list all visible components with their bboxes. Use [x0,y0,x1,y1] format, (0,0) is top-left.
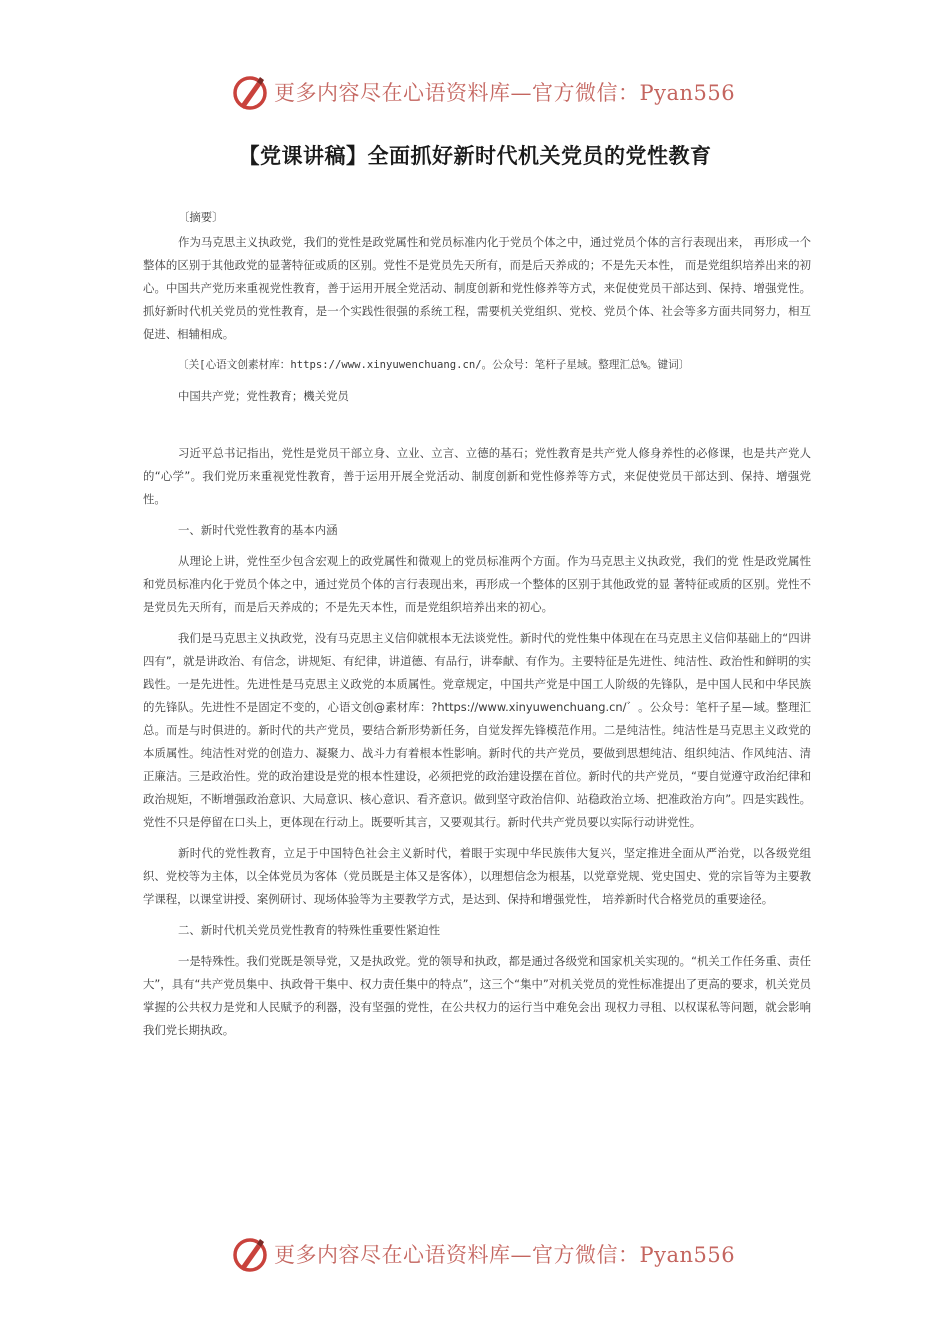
footer-banner [230,1232,735,1276]
footer-banner-text: 更多内容尽在心语资料库—官方微信：Pyan556 [274,1243,736,1267]
keywords-note: 〔关[心语文创素材库：https://www.xinyuwenchuang.cn/。公众号：笔杆子星域。整理汇总%。键词〕 [178,359,690,371]
section2-heading: 二、新时代机关党员党性教育的特殊性重要性紧迫性 [178,923,440,937]
header-banner [230,70,735,114]
section1-paragraph-3: 新时代的党性教育，立足于中国特色社会主义新时代，着眼于实现中华民族伟大复兴，坚定推进全面从严治党，以各级党组织、党校等为主体，以全体党员为客体（党员既是主体又是客体），以理想信念为根基，以党章党规、党史国史、党的宗旨等为主要教学课程，以课堂讲授、案例研讨、现场体验等为主要教学方式，是达到、保持和增强党性， 培养新时代合格党员的重要途径。 [143,846,811,906]
section2-paragraph-1: 一是特殊性。我们党既是领导党，又是执政党。党的领导和执政，都是通过各级党和国家机关实现的。“机关工作任务重、责任大”，具有“共产党员集中、执政骨干集中、权力责任集中的特点”，这三个“集中”对机关党员的党性标准提出了更高的要求，机关党员掌握的公共权力是党和人民赋予的利器，没有坚强的党性，在公共权力的运行当中难免会出 现权力寻租、以权谋私等问题，就会影响我们党长期执政。 [143,954,811,1037]
intro-paragraph: 习近平总书记指出，党性是党员干部立身、立业、立言、立德的基石；党性教育是共产党人修身养性的必修课，也是共产党人的“心学”。我们党历来重视党性教育，善于运用开展全党活动、制度创新和党性修养等方式，来促使党员干部达到、保持、增强党性。 [143,446,811,506]
abstract-label: 〔摘要〕 [178,210,224,224]
abstract-paragraph: 作为马克思主义执政党，我们的党性是政党属性和党员标准内化于党员个体之中，通过党员个体的言行表现出来， 再形成一个整体的区别于其他政党的显著特征或质的区别。党性不是党员先天所有，而是后天养成的；不是先天本性， 而是党组织培养出来的初心。中国共产党历来重视党性教育，善于运用开展全党活动、制度创新和党性修养等方式，来促使党员干部达到、保持、增强党性。抓好新时代机关党员的党性教育，是一个实践性很强的系统工程，需要机关党组织、党校、党员个体、社会等多方面共同努力，相互促进、相辅相成。 [143,235,811,341]
pen-circle-logo-icon [230,72,270,112]
document-body [143,206,811,1042]
page-title: 【党课讲稿】全面抓好新时代机关党员的党性教育 [238,144,712,168]
section1-paragraph-2: 我们是马克思主义执政党，没有马克思主义信仰就根本无法谈党性。新时代的党性集中体现在在马克思主义信仰基础上的“四讲四有”，就是讲政治、有信念，讲规矩、有纪律，讲道德、有品行，讲奉献、有作为。主要特征是先进性、纯洁性、政治性和鲜明的实践性。一是先进性。先进性是马克思主义政党的本质属性。党章规定，中国共产党是中国工人阶级的先锋队，是中国人民和中华民族的先锋队。先进性不是固定不变的，心语文创@素材库：?https://www.xinyuwenchuang.cn/゛。公众号：笔杆子星—域。整理汇总。而是与时俱进的。新时代的共产党员，要结合新形势新任务，自觉发挥先锋模范作用。二是纯洁性。纯洁性是马克思主义政党的本质属性。纯洁性对党的创造力、凝聚力、战斗力有着根本性影响。新时代的共产党员，要做到思想纯洁、组织纯洁、作风纯洁、清正廉洁。三是政治性。党的政治建设是党的根本性建设，必须把党的政治建设摆在首位。新时代的共产党员，“要自觉遵守政治纪律和政治规矩，不断增强政治意识、大局意识、核心意识、看齐意识。做到坚守政治信仰、站稳政治立场、把准政治方向”。四是实践性。党性不只是停留在口头上，更体现在行动上。既要听其言，又要观其行。新时代共产党员要以实际行动讲党性。 [143,631,811,829]
pen-circle-logo-icon [230,1234,270,1274]
keywords-line: 中国共产党；党性教育；機关党员 [178,389,349,403]
header-banner-text: 更多内容尽在心语资料库—官方微信：Pyan556 [274,81,736,105]
section1-paragraph-1: 从理论上讲，党性至少包含宏观上的政党属性和微观上的党员标准两个方面。作为马克思主义执政党，我们的党 性是政党属性和党员标准内化于党员个体之中，通过党员个体的言行表现出来，再形成一个整体的区别于其他政党的显 著特征或质的区别。党性不是党员先天所有，而是后天养成的；不是先天本性，而是党组织培养出来的初心。 [143,554,811,614]
section1-heading: 一、新时代党性教育的基本内涵 [178,523,338,537]
